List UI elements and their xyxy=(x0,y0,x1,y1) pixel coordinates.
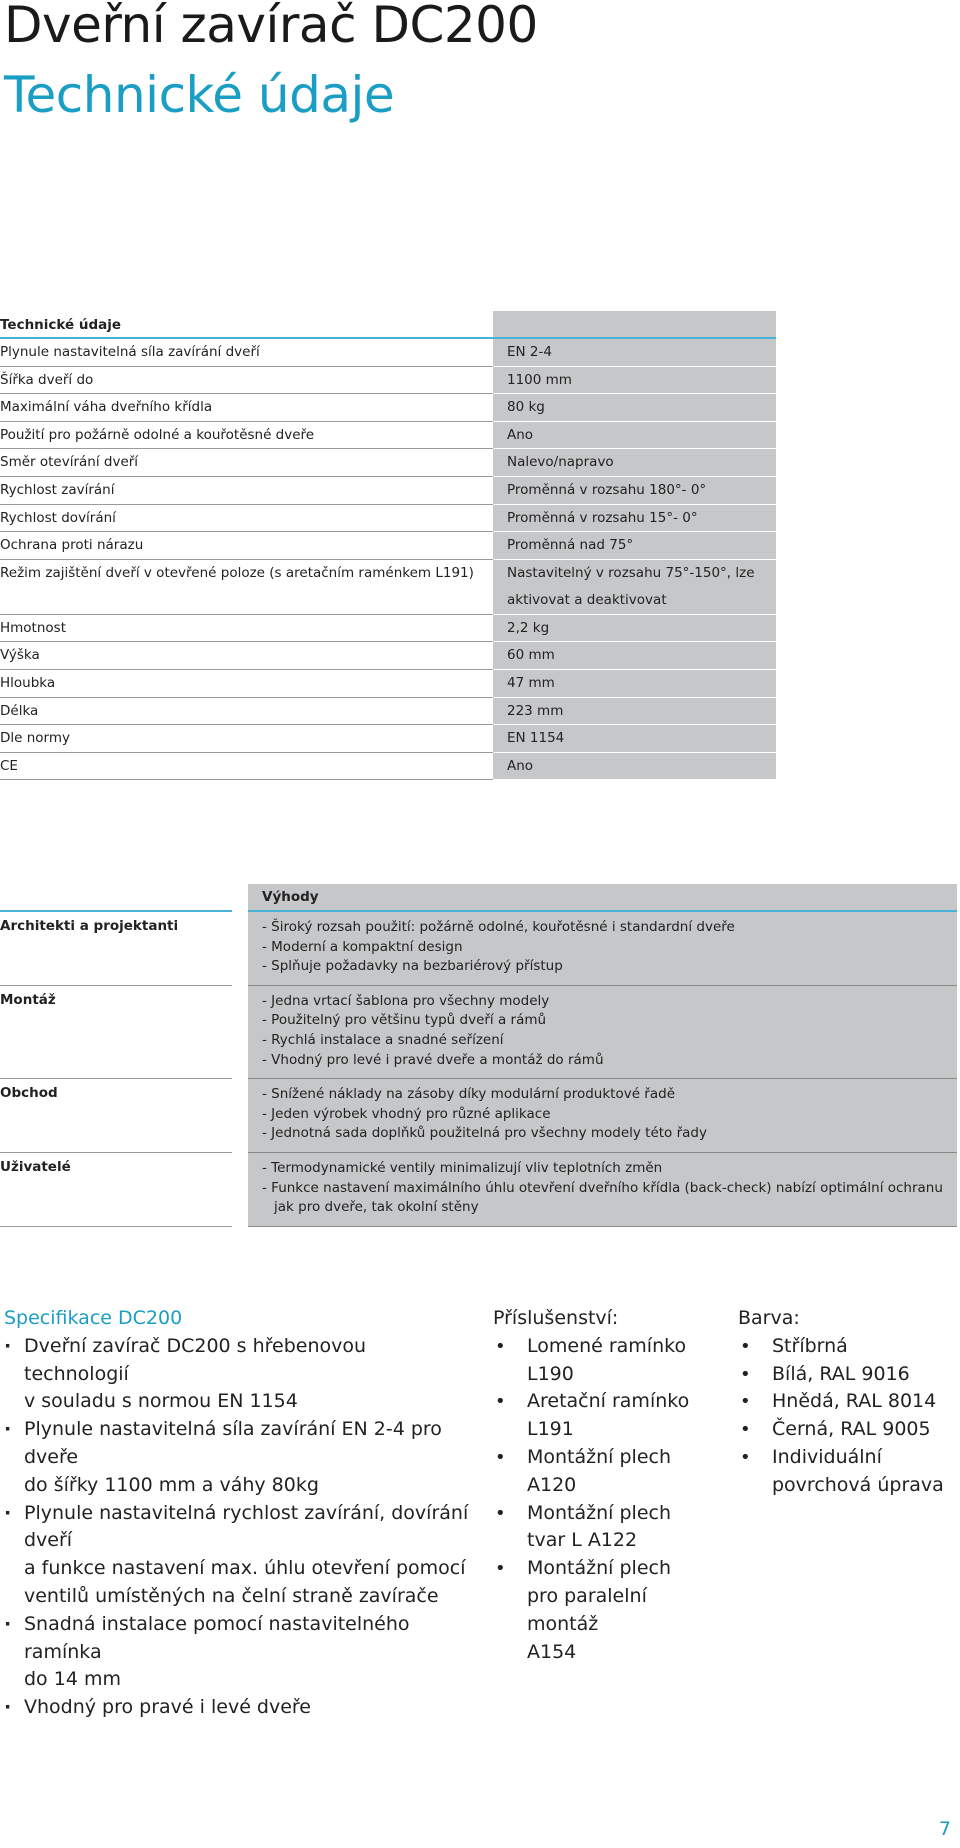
spec-item-line: v souladu s normou EN 1154 xyxy=(24,1390,298,1413)
spec-item-line: · Dveřní zavírač DC200 s hřebenovou technologií xyxy=(24,1334,367,1385)
spec-item xyxy=(4,1416,474,1499)
accessory-item-line: L190 xyxy=(527,1362,574,1385)
tech-table-header xyxy=(0,311,776,339)
accessory-item-line: • Montážní plech xyxy=(527,1501,672,1524)
advantage-group-label: Uživatelé xyxy=(0,1158,71,1175)
color-item-line: • Bílá, RAL 9016 xyxy=(772,1362,910,1385)
accessory-item xyxy=(493,1555,723,1666)
advantage-item: - Vhodný pro levé i pravé dveře a montáž do rámů xyxy=(262,1051,604,1068)
spec-item-line: · Snadná instalace pomocí nastavitelného ramínka xyxy=(24,1612,410,1663)
row-label: Šířka dveří do xyxy=(0,371,94,388)
accessory-item-line: pro paralelní montáž xyxy=(527,1584,647,1635)
table-row xyxy=(0,367,776,395)
row-label: Maximální váha dveřního křídla xyxy=(0,399,213,416)
color-item-line: • Individuální xyxy=(772,1445,882,1468)
row-value: Ano xyxy=(493,753,776,781)
table-row xyxy=(0,449,776,477)
accessories-title: Příslušenství: xyxy=(493,1307,619,1329)
advantage-group xyxy=(0,912,957,986)
table-row xyxy=(0,615,776,643)
row-label: Použití pro požárně odolné a kouřotěsné dveře xyxy=(0,426,315,443)
table-row xyxy=(0,339,776,367)
advantage-group xyxy=(0,986,957,1079)
advantage-group xyxy=(0,1153,957,1227)
row-value: Ano xyxy=(493,422,776,450)
row-label: Rychlost zavírání xyxy=(0,481,115,498)
row-label: CE xyxy=(0,757,18,774)
advantage-group-label: Obchod xyxy=(0,1085,58,1102)
spec-item xyxy=(4,1500,474,1611)
table-row xyxy=(0,642,776,670)
color-item xyxy=(738,1388,958,1416)
row-label: Ochrana proti nárazu xyxy=(0,537,144,554)
table-row xyxy=(0,560,776,615)
advantage-group-label: Montáž xyxy=(0,991,56,1008)
advantages-table xyxy=(0,884,957,1227)
table-row xyxy=(0,505,776,533)
title-line-1: Dveřní zavírač DC200 xyxy=(4,0,538,54)
advantage-item: - Funkce nastavení maximálního úhlu otevření dveřního křídla (back-check) nabízí optimální ochranu xyxy=(262,1179,943,1196)
row-value: EN 1154 xyxy=(493,725,776,753)
accessory-item-line: tvar L A122 xyxy=(527,1529,638,1552)
accessory-item xyxy=(493,1500,723,1556)
accessory-item-line: A154 xyxy=(527,1640,577,1663)
advantage-group-label: Architekti a projektanti xyxy=(0,918,179,934)
spec-title: Specifikace DC200 xyxy=(4,1307,183,1329)
advantage-item: - Splňuje požadavky na bezbariérový přístup xyxy=(262,958,563,975)
spec-item-line: do 14 mm xyxy=(24,1668,121,1691)
spec-item-line: a funkce nastavení max. úhlu otevření pomocí xyxy=(24,1557,466,1580)
advantage-item: jak pro dveře, tak okolní stěny xyxy=(274,1199,479,1216)
accessory-item-line: • Aretační ramínko xyxy=(527,1390,690,1413)
row-label: Dle normy xyxy=(0,730,71,747)
spec-item-line: · Plynule nastavitelná síla zavírání EN 2-4 pro dveře xyxy=(24,1418,442,1468)
colors-title: Barva: xyxy=(738,1307,800,1329)
advantage-group-items xyxy=(248,1153,957,1227)
row-value: EN 2-4 xyxy=(493,339,776,367)
accessory-item xyxy=(493,1388,723,1444)
advantages-title: Výhody xyxy=(248,884,957,912)
spec-item-line: do šířky 1100 mm a váhy 80kg xyxy=(24,1473,319,1496)
row-value: 60 mm xyxy=(493,642,776,670)
accessory-item-line: • Lomené ramínko xyxy=(527,1334,687,1357)
advantage-item: - Moderní a kompaktní design xyxy=(262,938,463,955)
accessory-item xyxy=(493,1333,723,1389)
advantage-item: - Termodynamické ventily minimalizují vliv teplotních změn xyxy=(262,1159,663,1176)
row-label: Režim zajištění dveří v otevřené poloze (s aretačním raménkem L191) xyxy=(0,564,474,581)
color-item xyxy=(738,1333,958,1361)
colors-column xyxy=(738,1305,958,1500)
row-value: Proměnná v rozsahu 15°- 0° xyxy=(493,505,776,533)
row-label: Rychlost dovírání xyxy=(0,509,116,526)
row-label: Hloubka xyxy=(0,674,56,691)
advantage-group xyxy=(0,1079,957,1153)
advantage-item: - Snížené náklady na zásoby díky modulární produktové řadě xyxy=(262,1086,675,1103)
accessories-column xyxy=(493,1305,723,1666)
row-label: Plynule nastavitelná síla zavírání dveří xyxy=(0,344,260,360)
color-item-line: • Hnědá, RAL 8014 xyxy=(772,1390,937,1413)
advantage-group-items xyxy=(248,912,957,986)
table-row xyxy=(0,670,776,698)
color-item xyxy=(738,1444,958,1500)
spec-item xyxy=(4,1611,474,1694)
advantage-item: - Použitelný pro většinu typů dveří a rámů xyxy=(262,1012,547,1029)
advantage-item: - Rychlá instalace a snadné seřízení xyxy=(262,1031,504,1048)
advantage-item: - Jednotná sada doplňků použitelná pro všechny modely této řady xyxy=(262,1125,707,1142)
row-label: Hmotnost xyxy=(0,619,66,636)
advantage-item: - Jeden výrobek vhodný pro různé aplikace xyxy=(262,1105,551,1122)
spec-item-line: · Vhodný pro pravé i levé dveře xyxy=(24,1696,311,1719)
row-value: 223 mm xyxy=(493,698,776,726)
row-value: Nalevo/napravo xyxy=(493,449,776,477)
accessory-item-line: L191 xyxy=(527,1418,574,1441)
row-label: Délka xyxy=(0,702,39,719)
spec-item-line: · Plynule nastavitelná rychlost zavírání, dovírání dveří xyxy=(24,1501,469,1552)
color-item-line: povrchová úprava xyxy=(772,1473,944,1496)
table-row xyxy=(0,394,776,422)
page-number: 7 xyxy=(938,1818,951,1840)
row-value: Proměnná v rozsahu 180°- 0° xyxy=(493,477,776,505)
row-value: 1100 mm xyxy=(493,367,776,395)
table-row xyxy=(0,725,776,753)
advantage-group-items xyxy=(248,986,957,1079)
spec-column xyxy=(4,1305,474,1722)
table-row xyxy=(0,698,776,726)
spec-item-line: ventilů umístěných na čelní straně zavírače xyxy=(24,1584,439,1607)
accessory-item-line: • Montážní plech xyxy=(527,1557,672,1580)
spec-item xyxy=(4,1694,474,1722)
accessory-item xyxy=(493,1444,723,1500)
row-value: 80 kg xyxy=(493,394,776,422)
tech-table-title: Technické údaje xyxy=(0,317,122,333)
color-item xyxy=(738,1361,958,1389)
title-line-2: Technické údaje xyxy=(4,66,395,124)
table-row xyxy=(0,422,776,450)
advantage-item: - Jedna vrtací šablona pro všechny modely xyxy=(262,992,550,1009)
row-label: Směr otevírání dveří xyxy=(0,454,139,471)
row-value: 47 mm xyxy=(493,670,776,698)
row-value: 2,2 kg xyxy=(493,615,776,643)
row-value: Nastavitelný v rozsahu 75°-150°, lze aktivovat a deaktivovat xyxy=(493,560,776,615)
advantage-item: - Široký rozsah použití: požárně odolné, kouřotěsné i standardní dveře xyxy=(262,919,735,935)
advantage-group-items xyxy=(248,1079,957,1153)
tech-table-header-cell xyxy=(493,311,776,339)
spec-item xyxy=(4,1333,474,1416)
table-row xyxy=(0,753,776,781)
color-item xyxy=(738,1416,958,1444)
advantages-header xyxy=(0,884,957,912)
accessory-item-line: • Montážní plech A120 xyxy=(527,1445,672,1496)
row-label: Výška xyxy=(0,647,40,664)
tech-table xyxy=(0,311,776,780)
row-value: Proměnná nad 75° xyxy=(493,532,776,560)
color-item-line: • Stříbrná xyxy=(772,1334,848,1357)
table-row xyxy=(0,477,776,505)
color-item-line: • Černá, RAL 9005 xyxy=(772,1418,931,1441)
table-row xyxy=(0,532,776,560)
